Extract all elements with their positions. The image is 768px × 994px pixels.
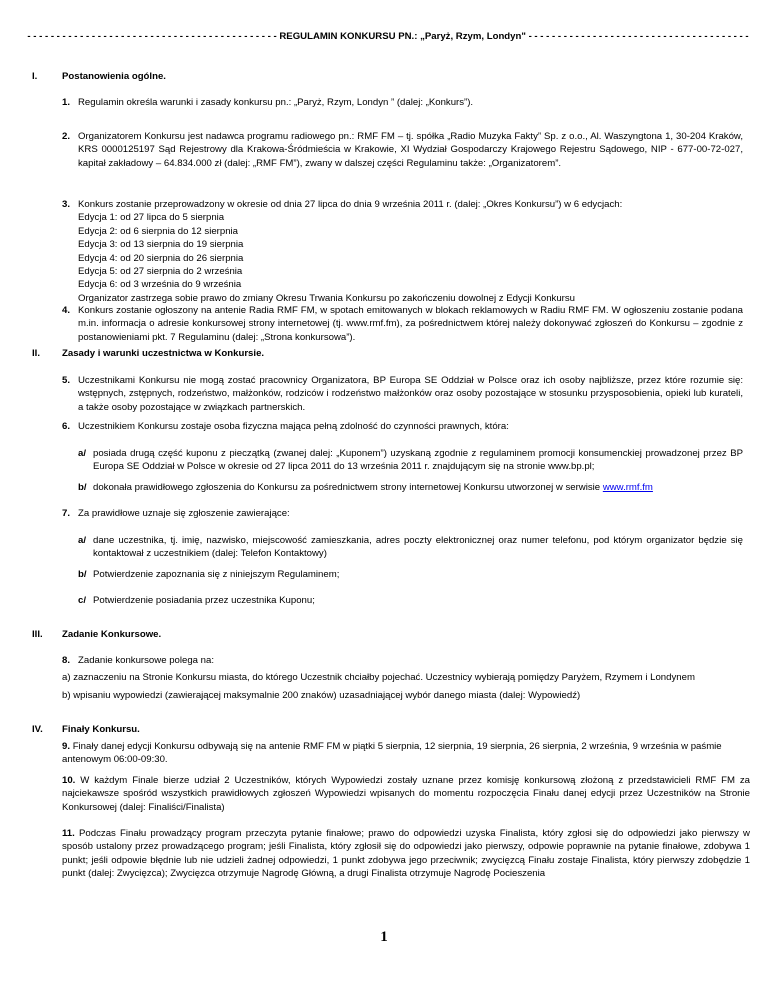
- subitem-number: a/: [78, 535, 87, 546]
- section-number: IV.: [32, 724, 43, 735]
- item-text: Regulamin określa warunki i zasady konkursu pn.: „Paryż, Rzym, Londyn ” (dalej: „Konkurs”).: [78, 97, 474, 108]
- item-text: Zadanie konkursowe polega na:: [78, 655, 215, 666]
- subitem-number: b/: [78, 482, 87, 493]
- item-number: 2.: [62, 131, 71, 142]
- edition-line: Edycja 2: od 6 sierpnia do 12 sierpnia: [78, 225, 238, 237]
- subitem-number: c/: [78, 595, 87, 606]
- item-number: 1.: [62, 97, 71, 108]
- subitem-text: Potwierdzenie posiadania przez uczestnika Kuponu;: [93, 595, 315, 606]
- item: [62, 827, 750, 881]
- item-number: 5.: [62, 375, 71, 386]
- item-number: 11.: [62, 828, 75, 839]
- item-number: 8.: [62, 655, 71, 666]
- edition-line: Edycja 4: od 20 sierpnia do 26 sierpnia: [78, 252, 244, 264]
- item-text: Uczestnikiem Konkursu zostaje osoba fizyczna mająca pełną zdolność do czynności prawnych, która:: [78, 421, 509, 432]
- page-number: 1: [380, 929, 388, 945]
- task-option: b) wpisaniu wypowiedzi (zawierającej maksymalnie 200 znaków) uzasadniającej wybór danego miasta (dalej: Wypowiedź): [62, 690, 581, 701]
- edition-line: Edycja 3: od 13 sierpnia do 19 sierpnia: [78, 239, 244, 251]
- item-text: W każdym Finale bierze udział 2 Uczestników, których Wypowiedzi zostały uznane przez komisję konkursową złożoną z przedstawicieli RMF FM za najciekawsze spośród wszystkich prawidłowych zgłoszeń Wypowiedzi wpisanych do momentu rozpoczęcia Finału danej edycji przez Uczestników na Stronie Konkursowej (dalej: Finaliści/Finalista): [62, 775, 750, 813]
- item-text: Podczas Finału prowadzący program przeczyta pytanie finałowe; prawo do odpowiedzi uzyska Finalista, który zgłosi się do odpowiedzi jako pierwszy w sposób ustalony przez prowadzącego program; jeśli Finalista, który zgłosił się do odpowiedzi jako pierwszy, odpowie poprawnie na pytanie finałowe, zdobywa 1 punkt; jeśli odpowie błędnie lub nie udzieli żadnej odpowiedzi, 1 punkt zdobywa jego przeciwnik; zwycięzcą Finału zostaje Finalista, który pierwszy zdobędzie 1 punkt (dalej: Zwycięzca); Zwycięzca otrzymuje Nagrodę Główną, a drugi Finalista otrzymuje Nagrodę Pocieszenia: [62, 828, 750, 880]
- subitem-text: dane uczestnika, tj. imię, nazwisko, miejscowość zamieszkania, adres poczty elektronicznej oraz numer telefonu, pod którym organizator będzie się kontaktował z uczestnikiem (dalej: Telefon Kontaktowy): [93, 535, 743, 560]
- section-title: Zasady i warunki uczestnictwa w Konkursie.: [62, 348, 265, 359]
- item: [62, 740, 750, 767]
- subitem-text: [93, 481, 743, 494]
- subitem-text-body: dokonała prawidłowego zgłoszenia do Konkursu za pośrednictwem strony internetowej Konkursu utworzonej w serwisie: [93, 482, 603, 493]
- item-number: 10.: [62, 775, 76, 786]
- item-number: 4.: [62, 305, 71, 316]
- item-text: [78, 198, 743, 305]
- edition-note: Organizator zastrzega sobie prawo do zmiany Okresu Trwania Konkursu po zakończeniu dowolnej z Edycji Konkursu: [78, 292, 575, 304]
- section-title: Zadanie Konkursowe.: [62, 629, 162, 640]
- edition-line: Edycja 6: od 3 września do 9 września: [78, 279, 242, 291]
- item-number: 7.: [62, 508, 71, 519]
- item-text: Za prawidłowe uznaje się zgłoszenie zawierające:: [78, 508, 290, 519]
- item: [62, 774, 750, 814]
- section-number: I.: [32, 71, 38, 82]
- rmf-link[interactable]: www.rmf.fm: [602, 482, 653, 493]
- task-option: a) zaznaczeniu na Stronie Konkursu miasta, do którego Uczestnik chciałby pojechać. Uczestnicy wybierają pomiędzy Paryżem, Rzymem i Londynem: [62, 672, 695, 683]
- item-number: 6.: [62, 421, 71, 432]
- subitem-text: Potwierdzenie zapoznania się z niniejszym Regulaminem;: [93, 569, 340, 580]
- subitem-number: b/: [78, 569, 87, 580]
- subitem-text: posiada drugą część kuponu z pieczątką (zwanej dalej: „Kuponem”) uzyskaną zgodnie z regulaminem promocji konsumenckiej prowadzonej przez BP Europa SE Oddział w Polsce w okresie od 27 lipca 2011 do 13 września 2011 r. znajdującym się na stronie www.bp.pl;: [93, 448, 743, 473]
- document-header: - - - - - - - - - - - - - - - - - - - - - - - - - - - - - - - - - - - - - - - - - - - REGULAMIN KONKURSU PN.: „Paryż, Rzym, Londyn" - - - - - - - - - - - - - - - - - - - - - - - - - - - - - - - - - - - - - -: [27, 31, 749, 42]
- edition-line: Edycja 1: od 27 lipca do 5 sierpnia: [78, 212, 225, 224]
- section-number: II.: [32, 348, 40, 359]
- item-text-intro: Konkurs zostanie przeprowadzony w okresie od dnia 27 lipca do dnia 9 września 2011 r. (dalej: „Okres Konkursu”) w 6 edycjach:: [78, 199, 623, 210]
- item-number: 9.: [62, 741, 71, 752]
- item-text: Uczestnikami Konkursu nie mogą zostać pracownicy Organizatora, BP Europa SE Oddział w Polsce oraz ich osoby najbliższe, przez które rozumie się: wstępnych, zstępnych, rodzeństwo, małżonków, rodziców i rodzeństwo małżonków oraz osoby pozostające w stosunku przysposobienia, opieki lub kurateli, a także osoby pozostające w związkach partnerskich.: [78, 375, 743, 413]
- subitem-number: a/: [78, 448, 87, 459]
- edition-line: Edycja 5: od 27 sierpnia do 2 września: [78, 266, 243, 278]
- item-number: 3.: [62, 199, 71, 210]
- section-title: Finały Konkursu.: [62, 724, 140, 735]
- item-text: Konkurs zostanie ogłoszony na antenie Radia RMF FM, w spotach emitowanych w blokach reklamowych w Radiu RMF FM. W ogłoszeniu zostanie podana m.in. informacja o adresie konkursowej strony internetowej (tj. www.rmf.fm), za pośrednictwem której należy dokonywać zgłoszeń do Konkursu – zgodnie z postanowieniami pkt. 7 Regulaminu (dalej: „Strona konkursowa”).: [78, 305, 743, 343]
- item-text: Finały danej edycji Konkursu odbywają się na antenie RMF FM w piątki 5 sierpnia, 12 sierpnia, 19 sierpnia, 26 sierpnia, 2 września, 9 września w paśmie antenowym 06:00-09:30.: [62, 741, 722, 766]
- section-number: III.: [32, 629, 43, 640]
- section-title: Postanowienia ogólne.: [62, 71, 166, 82]
- item-text: Organizatorem Konkursu jest nadawca programu radiowego pn.: RMF FM – tj. spółka „Radio Muzyka Fakty” Sp. z o.o., Al. Waszyngtona 1, 30-204 Kraków, KRS 0000125197 Sąd Rejestrowy dla Krakowa-Śródmieścia w Krakowie, XI Wydział Gospodarczy Krajowego Rejestru Sądowego, NIP - 677-00-72-027, kapitał zakładowy – 64.834.000 zł (dalej: „RMF FM”), zwany w dalszej części Regulaminu także: „Organizatorem”.: [78, 131, 743, 169]
